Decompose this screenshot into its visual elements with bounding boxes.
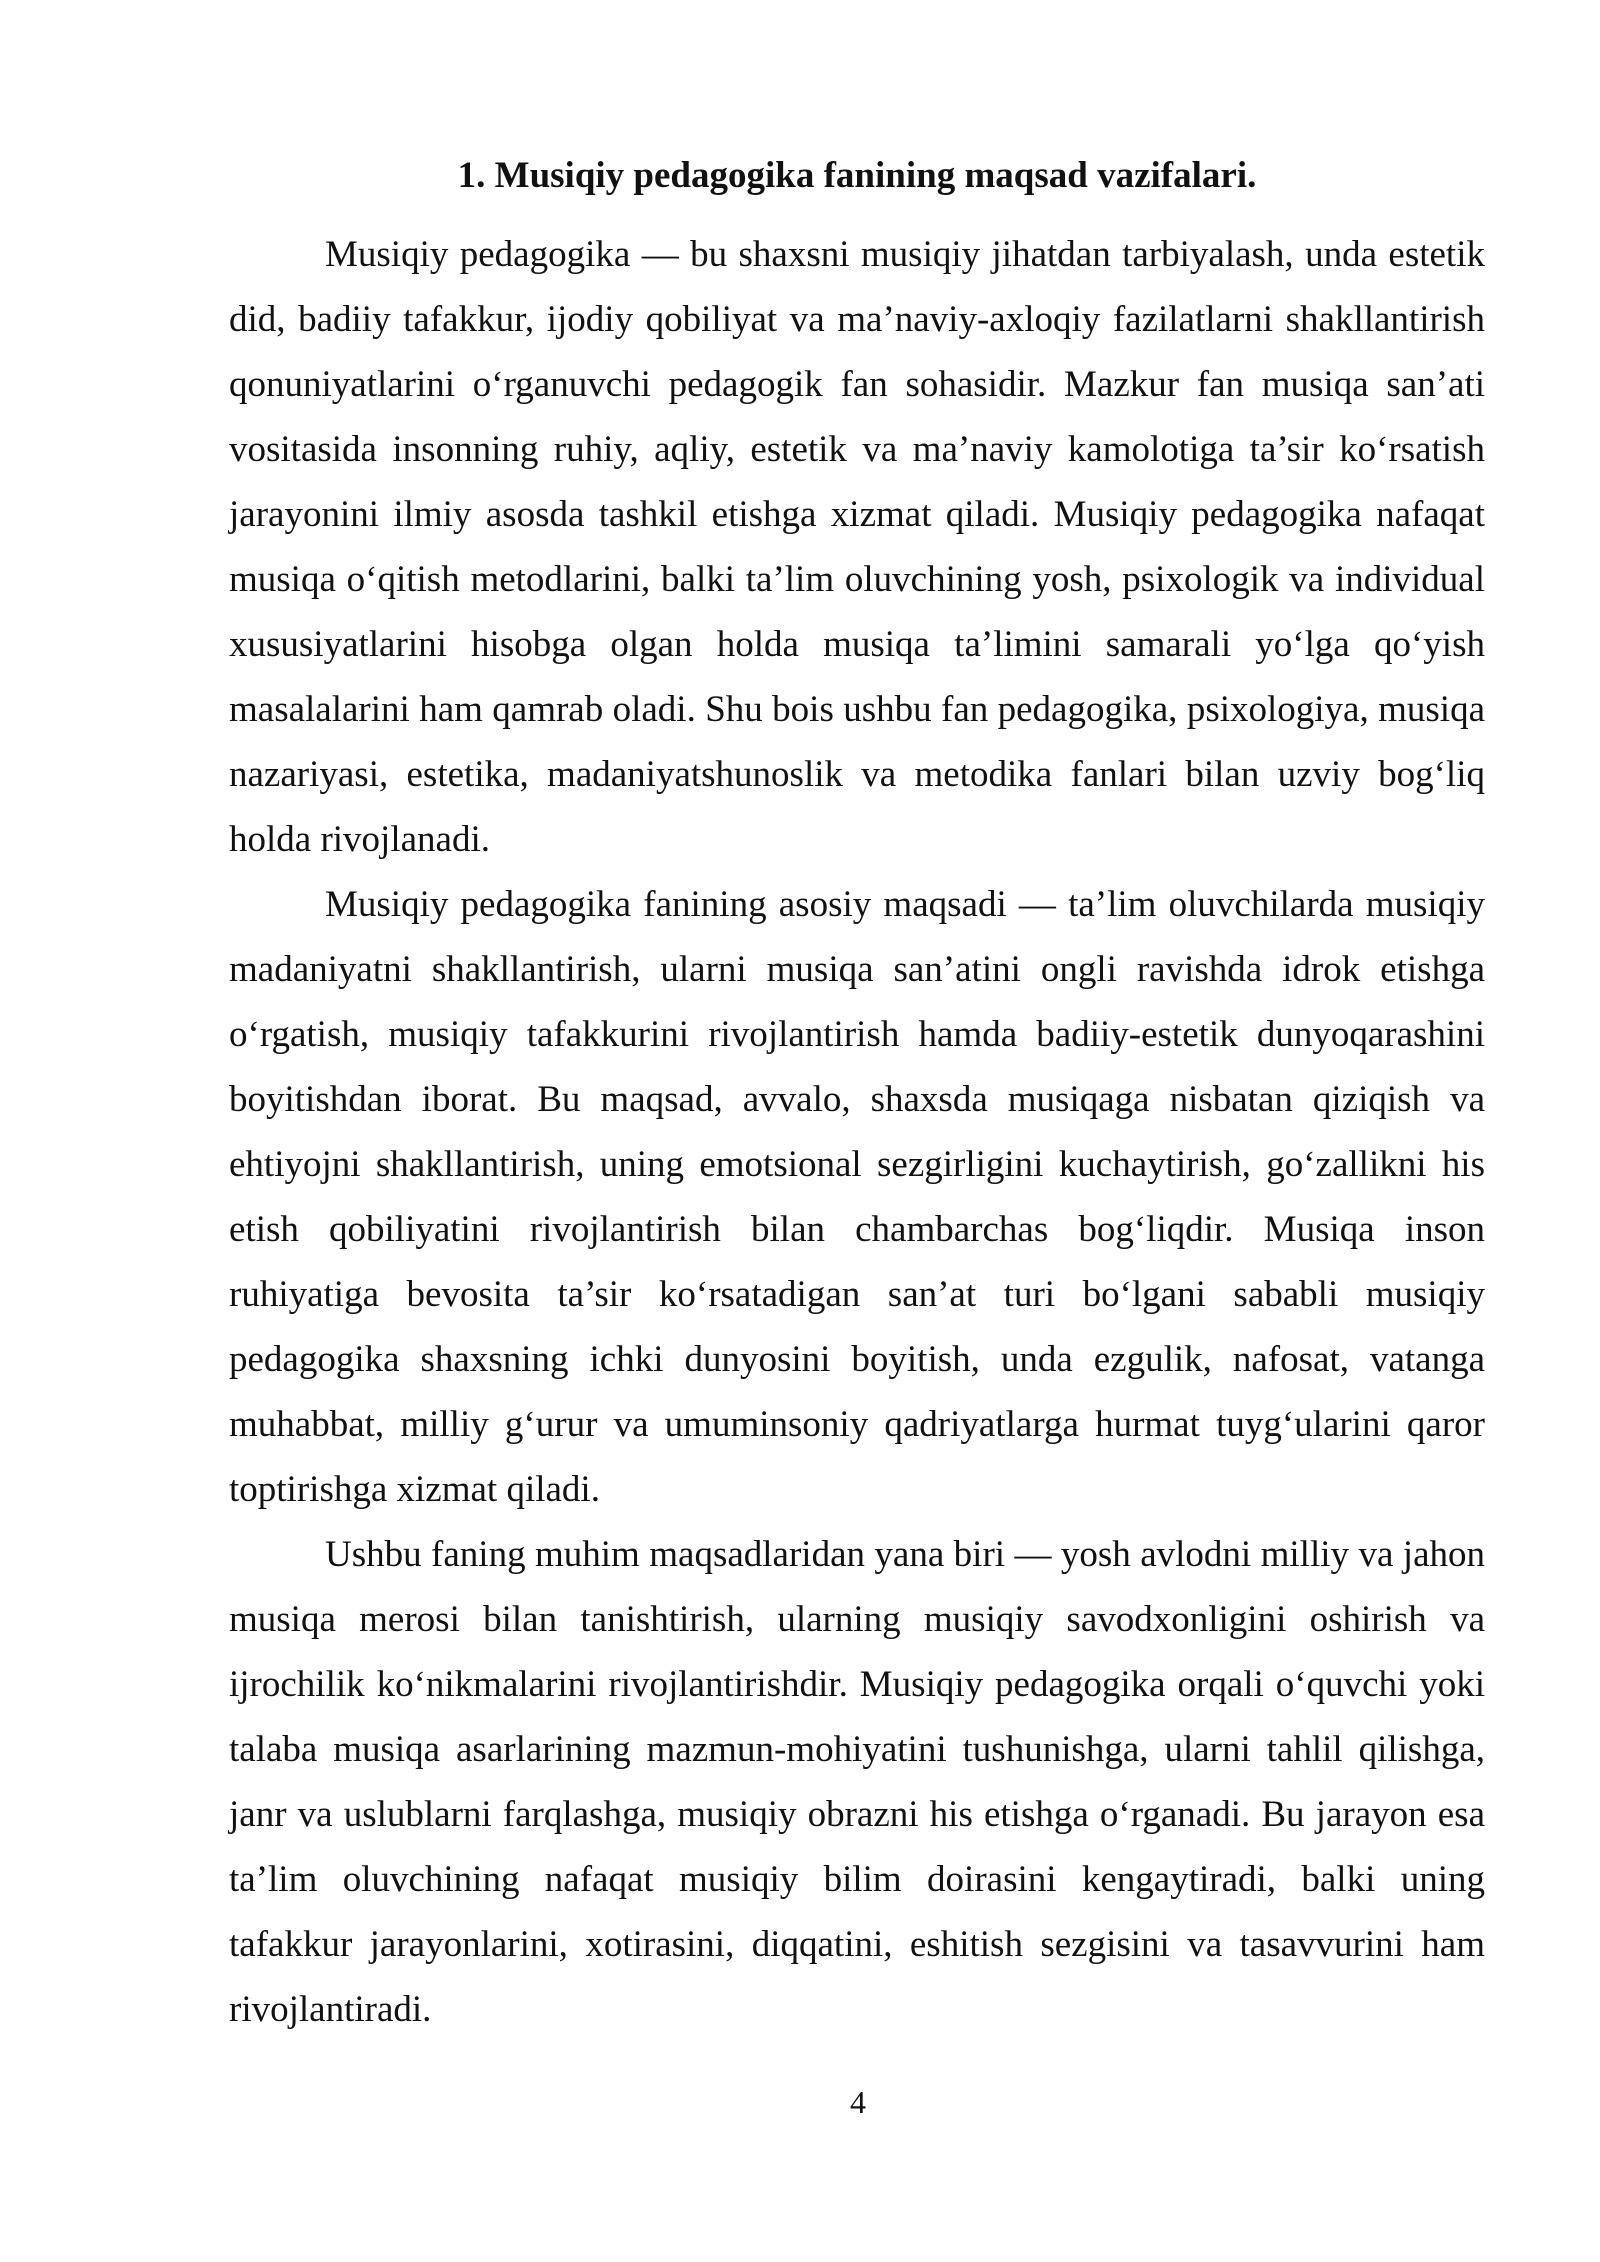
section-heading: 1. Musiqiy pedagogika fanining maqsad vazifalari.	[457, 155, 1257, 196]
paragraph-1: Musiqiy pedagogika — bu shaxsni musiqiy jihatdan tarbiyalash, unda estetik did, badiiy tafakkur, ijodiy qobiliyat va ma’naviy-axloqiy fazilatlarni shakllantirish qonuniyatlarini o‘rganuvchi pedagogik fan sohasidir. Mazkur fan musiqa san’ati vositasida insonning ruhiy, aqliy, estetik va ma’naviy kamolotiga ta’sir ko‘rsatish jarayonini ilmiy asosda tashkil etishga xizmat qiladi. Musiqiy pedagogika nafaqat musiqa o‘qitish metodlarini, balki ta’lim oluvchining yosh, psixologik va individual xususiyatlarini hisobga olgan holda musiqa ta’limini samarali yo‘lga qo‘yish masalalarini ham qamrab oladi. Shu bois ushbu fan pedagogika, psixologiya, musiqa nazariyasi, estetika, madaniyatshunoslik va metodika fanlari bilan uzviy bog‘liq holda rivojlanadi.	[229, 234, 1485, 860]
document-page	[229, 140, 1485, 2042]
paragraph-3: Ushbu faning muhim maqsadlaridan yana biri — yosh avlodni milliy va jahon musiqa merosi bilan tanishtirish, ularning musiqiy savodxonligini oshirish va ijrochilik ko‘nikmalarini rivojlantirishdir. Musiqiy pedagogika orqali o‘quvchi yoki talaba musiqa asarlarining mazmun-mohiyatini tushunishga, ularni tahlil qilishga, janr va uslublarni farqlashga, musiqiy obrazni his etishga o‘rganadi. Bu jarayon esa ta’lim oluvchining nafaqat musiqiy bilim doirasini kengaytiradi, balki uning tafakkur jarayonlarini, xotirasini, diqqatini, eshitish sezgisini va tasavvurini ham rivojlantiradi.	[229, 1534, 1485, 2030]
page-number: 4	[850, 2084, 866, 2120]
paragraph-2: Musiqiy pedagogika fanining asosiy maqsadi — ta’lim oluvchilarda musiqiy madaniyatni shakllantirish, ularni musiqa san’atini ongli ravishda idrok etishga o‘rgatish, musiqiy tafakkurini rivojlantirish hamda badiiy-estetik dunyoqarashini boyitishdan iborat. Bu maqsad, avvalo, shaxsda musiqaga nisbatan qiziqish va ehtiyojni shakllantirish, uning emotsional sezgirligini kuchaytirish, go‘zallikni his etish qobiliyatini rivojlantirish bilan chambarchas bog‘liqdir. Musiqa inson ruhiyatiga bevosita ta’sir ko‘rsatadigan san’at turi bo‘lgani sababli musiqiy pedagogika shaxsning ichki dunyosini boyitish, unda ezgulik, nafosat, vatanga muhabbat, milliy g‘urur va umuminsoniy qadriyatlarga hurmat tuyg‘ularini qaror toptirishga xizmat qiladi.	[229, 884, 1485, 1510]
